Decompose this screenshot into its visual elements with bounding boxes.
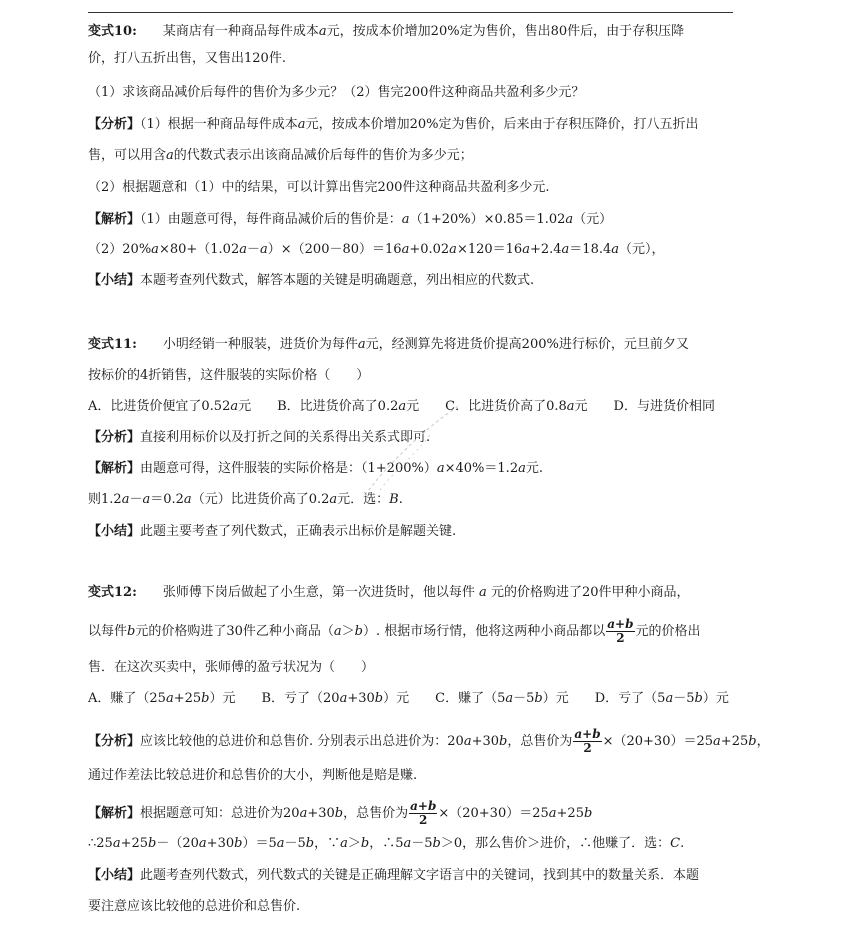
text: － xyxy=(246,242,260,257)
text: （元） xyxy=(573,212,613,227)
v12-label: 变式12: xyxy=(88,585,137,600)
var-a: a xyxy=(522,242,530,257)
v10-solution-2 xyxy=(88,242,665,258)
answer-letter: C xyxy=(670,836,681,851)
solution-tag: 【解析】 xyxy=(88,212,141,227)
var-a: a xyxy=(318,24,327,39)
text: 元的价格购进了20件甲种小商品， xyxy=(490,585,690,600)
v10-line-2 xyxy=(88,51,286,67)
var-a: a xyxy=(611,242,620,257)
var-a: a xyxy=(713,734,721,749)
v12-solution-1 xyxy=(88,800,592,827)
text: ）＝5 xyxy=(242,836,277,851)
text: 小明经销一种服装，进货价为每件 xyxy=(162,337,358,352)
var-a: a xyxy=(565,212,574,227)
text: － xyxy=(129,492,143,507)
text: +25 xyxy=(556,806,584,821)
text: 以每件 xyxy=(88,624,128,639)
var-a: a xyxy=(340,836,348,851)
top-rule xyxy=(88,12,733,13)
text: 要注意应该比较他的总进价和总售价. xyxy=(88,899,301,914)
text: ×80+（1.02 xyxy=(158,242,240,257)
text: 按标价的4折销售，这件服装的实际价格（ ） xyxy=(88,368,370,383)
text: ×（20+30）＝25 xyxy=(602,734,714,749)
text: +30 xyxy=(471,734,500,749)
text: ∴25 xyxy=(88,836,113,851)
var-a: a xyxy=(121,492,130,507)
answer-letter: B xyxy=(389,492,399,507)
option-d: D．亏了（5a－5b）元 xyxy=(594,691,729,706)
text: +0.02 xyxy=(409,242,450,257)
v10-analysis-2 xyxy=(88,148,473,164)
var-a: a xyxy=(151,242,159,257)
solution-tag: 【解析】 xyxy=(88,806,141,821)
var-b: b xyxy=(334,806,344,821)
option-c: C．赚了（5a－5b）元 xyxy=(435,691,569,706)
text: . xyxy=(680,836,685,851)
text: 售．在这次买卖中，张师傅的盈亏状况为（ ） xyxy=(88,660,375,675)
text: +2.4 xyxy=(529,242,562,257)
var-a: a xyxy=(329,492,338,507)
text: 元，按成本价增加20%定为售价，后来由于存积压降价，打八五折出 xyxy=(305,117,699,132)
analysis-tag: 【分析】 xyxy=(88,430,141,445)
v12-solution-2 xyxy=(88,836,684,852)
v12-summary-2 xyxy=(88,899,300,915)
text: ×120＝16 xyxy=(456,242,523,257)
var-a: a xyxy=(357,337,366,352)
summary-tag: 【小结】 xyxy=(88,524,141,539)
text: 元．选： xyxy=(337,492,390,507)
option-d: D．与进货价相同 xyxy=(613,399,715,414)
summary-tag: 【小结】 xyxy=(88,868,141,883)
text: －5 xyxy=(411,836,433,851)
text: 张师傅下岗后做起了小生意，第一次进货时，他以每件 xyxy=(162,585,475,600)
var-b: b xyxy=(127,624,136,639)
var-a: a xyxy=(548,806,557,821)
fraction-a-plus-b-over-2: $\frac{a+b}{2}$ xyxy=(410,799,437,827)
watermark-scribble xyxy=(360,395,470,505)
text: ×40%＝1.2 xyxy=(444,461,519,476)
v10-label: 变式10: xyxy=(88,24,137,39)
var-a: a xyxy=(403,836,412,851)
var-a: a xyxy=(297,117,306,132)
var-a: a xyxy=(561,242,570,257)
var-a: a xyxy=(333,624,342,639)
v11-summary xyxy=(88,524,456,540)
text: （1）求该商品减价后每件的售价为多少元？（2）售完200件这种商品共盈利多少元？ xyxy=(88,85,585,100)
v12-summary-1 xyxy=(88,868,699,884)
v12-options xyxy=(88,691,729,707)
text: +25 xyxy=(120,836,149,851)
analysis-tag: 【分析】 xyxy=(88,117,141,132)
var-b: b xyxy=(234,836,243,851)
var-a: a xyxy=(260,242,268,257)
var-a: a xyxy=(166,148,174,163)
text: （1）根据一种商品每件成本 xyxy=(140,117,298,132)
v12-line-3 xyxy=(88,660,374,676)
text: 的代数式表示出该商品减价后每件的售价为多少元； xyxy=(173,148,473,163)
text: （1+20%）×0.85＝1.02 xyxy=(409,212,566,227)
text: 根据题意可知：总进价为20 xyxy=(140,806,300,821)
text: 某商店有一种商品每件成本 xyxy=(162,24,319,39)
text: 应该比较他的总进价和总售价. 分别表示出总进价为：20 xyxy=(140,734,464,749)
text: 元，按成本价增加20%定为售价，售出80件后，由于存积压降 xyxy=(326,24,685,39)
analysis-tag: 【分析】 xyxy=(88,734,141,749)
v12-line-1 xyxy=(88,585,690,601)
text: （1）由题意可得，每件商品减价后的售价是： xyxy=(140,212,402,227)
var-a: a xyxy=(276,836,285,851)
v12-analysis-1 xyxy=(88,728,770,755)
v11-line-2 xyxy=(88,368,369,384)
v10-analysis-3 xyxy=(88,180,550,196)
v10-analysis-1 xyxy=(88,117,698,133)
text: 本题考查列代数式，解答本题的关键是明确题意，列出相应的代数式. xyxy=(140,273,535,288)
v11-solution-1 xyxy=(88,461,543,477)
text: 元，经测算先将进货价提高200%进行标价，元旦前夕又 xyxy=(365,337,689,352)
var-a: a xyxy=(401,212,410,227)
v11-line-1 xyxy=(88,337,689,353)
var-a: a xyxy=(198,836,207,851)
var-a: a xyxy=(239,242,247,257)
v10-line-1 xyxy=(88,24,684,40)
var-a: a xyxy=(401,242,410,257)
var-a: a xyxy=(112,836,121,851)
var-a: a xyxy=(518,461,526,476)
text: （2）20% xyxy=(88,242,152,257)
text: 元的价格出 xyxy=(635,624,701,639)
var-a: a xyxy=(449,242,457,257)
var-a: a xyxy=(463,734,472,749)
text: （元）比进货价高了0.2 xyxy=(191,492,330,507)
text: ， xyxy=(756,734,770,749)
text: ）. 根据市场行情，他将这两种小商品都以 xyxy=(363,624,606,639)
text: 售，可以用含 xyxy=(88,148,167,163)
var-a: a xyxy=(142,492,151,507)
var-b: b xyxy=(305,836,315,851)
var-b: b xyxy=(748,734,757,749)
option-b: B．亏了（20a+30b）元 xyxy=(261,691,410,706)
var-a: a xyxy=(183,492,192,507)
v12-analysis-2 xyxy=(88,768,417,784)
text: +30 xyxy=(307,806,335,821)
text: 元的价格购进了30件乙种小商品（ xyxy=(135,624,334,639)
text: －5 xyxy=(284,836,306,851)
v10-question xyxy=(88,85,584,101)
text: +25 xyxy=(720,734,749,749)
text: 通过作差法比较总进价和总售价的大小，判断他是赔是赚. xyxy=(88,768,418,783)
var-b: b xyxy=(432,836,441,851)
text: 此题考查列代数式，列代数式的关键是正确理解文字语言中的关键词，找到其中的数量关系．本题 xyxy=(140,868,700,883)
v10-summary xyxy=(88,273,534,289)
text: ＝0.2 xyxy=(150,492,184,507)
text: ，总售价为 xyxy=(343,806,409,821)
option-b: B．比进货价高了0.2a元 xyxy=(277,399,420,414)
text: －（20 xyxy=(156,836,199,851)
fraction-a-plus-b-over-2: $\frac{a+b}{2}$ xyxy=(574,727,601,755)
var-b: b xyxy=(354,624,363,639)
var-a: a xyxy=(299,806,308,821)
text: ）×（200－80）＝16 xyxy=(267,242,402,257)
v11-label: 变式11: xyxy=(88,337,137,352)
var-a: a xyxy=(436,461,445,476)
var-b: b xyxy=(360,836,370,851)
text: 则1.2 xyxy=(88,492,122,507)
text: ＞ xyxy=(341,624,355,639)
var-b: b xyxy=(148,836,157,851)
text: ×（20+30）＝25 xyxy=(438,806,549,821)
text: 元. xyxy=(525,461,543,476)
v11-solution-2 xyxy=(88,492,403,508)
text: ，总售价为 xyxy=(507,734,573,749)
text: ＞0，那么售价＞进价，∴他赚了．选： xyxy=(440,836,671,851)
solution-tag: 【解析】 xyxy=(88,461,141,476)
fraction-a-plus-b-over-2: $\frac{a+b}{2}$ xyxy=(607,617,634,645)
summary-tag: 【小结】 xyxy=(88,273,141,288)
text: ＞ xyxy=(347,836,361,851)
var-a: a xyxy=(479,585,487,600)
var-b: b xyxy=(583,806,593,821)
option-a: A．赚了（25a+25b）元 xyxy=(88,691,236,706)
text: （2）根据题意和（1）中的结果，可以计算出售完200件这种商品共盈利多少元. xyxy=(88,180,550,195)
text: 此题主要考查了列代数式，正确表示出标价是解题关键. xyxy=(140,524,457,539)
text: 由题意可得，这件服装的实际价格是：（1+200%） xyxy=(140,461,437,476)
var-b: b xyxy=(499,734,508,749)
v12-line-2 xyxy=(88,618,701,645)
text: （元）， xyxy=(619,242,665,257)
text: ，∴5 xyxy=(369,836,404,851)
text: ，∵ xyxy=(314,836,341,851)
text: ＝18.4 xyxy=(569,242,612,257)
text: 价，打八五折出售，又售出120件. xyxy=(88,51,286,66)
text: . xyxy=(398,492,403,507)
option-a: A．比进货价便宜了0.52a元 xyxy=(88,399,252,414)
text: 直接利用标价以及打折之间的关系得出关系式即可. xyxy=(140,430,431,445)
v10-solution-1 xyxy=(88,212,612,228)
text: +30 xyxy=(206,836,235,851)
option-c: C．比进货价高了0.8a元 xyxy=(445,399,588,414)
